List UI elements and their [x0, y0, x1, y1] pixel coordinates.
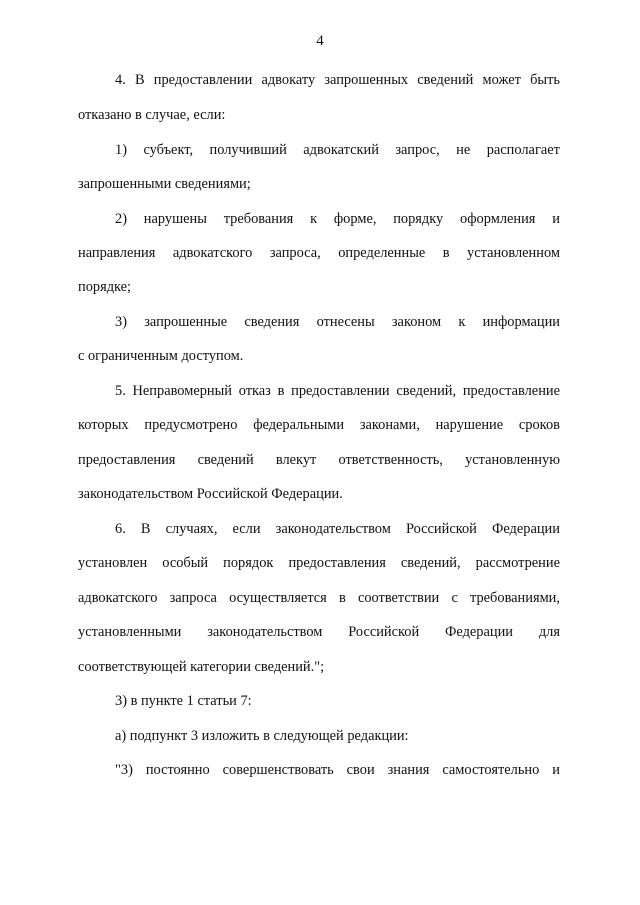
- word: "3): [115, 762, 133, 778]
- word: форме,: [333, 211, 377, 227]
- text-line: [115, 70, 560, 90]
- word: адвокатского: [78, 590, 158, 606]
- word: В: [140, 521, 151, 537]
- word: отнесены: [316, 314, 375, 330]
- text-line: [78, 588, 560, 608]
- word: Федерации: [491, 521, 560, 537]
- word: предоставлении: [153, 72, 253, 88]
- text-line: [78, 243, 560, 263]
- word: отказ: [238, 383, 271, 399]
- word: в: [338, 590, 346, 606]
- word: запроса: [169, 590, 217, 606]
- word: нарушены: [143, 211, 207, 227]
- word: законодательством: [207, 624, 323, 640]
- word: сведений,: [400, 555, 461, 571]
- text-line: [115, 140, 560, 160]
- word: требования: [223, 211, 294, 227]
- word: 2): [115, 211, 127, 227]
- word: сведений: [197, 452, 254, 468]
- text-line: законодательством Российской Федерации.: [78, 486, 343, 502]
- text-line: запрошенными сведениями;: [78, 176, 251, 192]
- word: особый: [162, 555, 209, 571]
- word: быть: [530, 72, 560, 88]
- word: запрошенные: [144, 314, 228, 330]
- word: знания: [387, 762, 430, 778]
- word: порядок: [223, 555, 274, 571]
- word: Федерации: [445, 624, 513, 640]
- word: оформления: [460, 211, 536, 227]
- word: федеральными: [253, 417, 345, 433]
- word: для: [538, 624, 560, 640]
- word: самостоятельно: [442, 762, 540, 778]
- word: влекут: [275, 452, 317, 468]
- word: адвокатский: [303, 142, 379, 158]
- text-line: [78, 415, 560, 435]
- word: требованиями,: [470, 590, 560, 606]
- word: предусмотрено: [144, 417, 238, 433]
- word: запроса,: [269, 245, 321, 261]
- word: направления: [78, 245, 156, 261]
- word: которых: [78, 417, 129, 433]
- word: в: [442, 245, 450, 261]
- word: 3): [115, 314, 127, 330]
- word: сведений: [417, 72, 474, 88]
- text-line: с ограниченным доступом.: [78, 348, 244, 364]
- word: сведений,: [396, 383, 457, 399]
- word: предоставление: [462, 383, 560, 399]
- word: запрошенных: [324, 72, 409, 88]
- word: предоставления: [288, 555, 386, 571]
- word: информации: [482, 314, 560, 330]
- word: порядку: [393, 211, 444, 227]
- word: 4.: [115, 72, 126, 88]
- word: к: [458, 314, 466, 330]
- word: и: [552, 211, 560, 227]
- word: 1): [115, 142, 127, 158]
- text-line: [115, 519, 560, 539]
- text-line: порядке;: [78, 279, 132, 295]
- word: 6.: [115, 521, 126, 537]
- word: и: [552, 762, 560, 778]
- word: 5.: [115, 383, 126, 399]
- word: нарушение: [435, 417, 504, 433]
- word: совершенствовать: [222, 762, 334, 778]
- word: может: [482, 72, 521, 88]
- word: определенные: [338, 245, 426, 261]
- word: адвокату: [261, 72, 316, 88]
- word: В: [134, 72, 145, 88]
- word: с: [451, 590, 458, 606]
- word: соответствии: [357, 590, 440, 606]
- text-line: [115, 760, 560, 780]
- word: случаях,: [165, 521, 218, 537]
- word: Российской: [405, 521, 477, 537]
- word: не: [456, 142, 471, 158]
- word: сроков: [518, 417, 560, 433]
- text-line: соответствующей категории сведений.";: [78, 659, 325, 675]
- word: субъект,: [143, 142, 194, 158]
- word: законами,: [359, 417, 420, 433]
- word: адвокатского: [172, 245, 253, 261]
- text-line: [78, 553, 560, 573]
- word: установленном: [467, 245, 560, 261]
- text-line: [78, 450, 560, 470]
- word: осуществляется: [229, 590, 327, 606]
- word: если: [232, 521, 261, 537]
- word: запрос,: [395, 142, 440, 158]
- word: законодательством: [275, 521, 391, 537]
- text-line: [78, 622, 560, 642]
- text-line: а) подпункт 3 изложить в следующей редакции:: [115, 728, 409, 744]
- word: к: [310, 211, 318, 227]
- word: ответственность,: [338, 452, 443, 468]
- word: располагает: [486, 142, 560, 158]
- text-line: [115, 209, 560, 229]
- page-number: 4: [316, 33, 324, 49]
- word: установлен: [78, 555, 148, 571]
- word: Неправомерный: [132, 383, 232, 399]
- text-line: [115, 381, 560, 401]
- word: законом: [391, 314, 442, 330]
- word: предоставлении: [291, 383, 390, 399]
- word: предоставления: [78, 452, 176, 468]
- word: свои: [346, 762, 375, 778]
- word: рассмотрение: [475, 555, 560, 571]
- word: постоянно: [145, 762, 210, 778]
- word: получивший: [209, 142, 287, 158]
- text-line: отказано в случае, если:: [78, 107, 226, 123]
- word: Российской: [348, 624, 420, 640]
- word: в: [277, 383, 285, 399]
- word: установленную: [465, 452, 560, 468]
- text-line: 3) в пункте 1 статьи 7:: [115, 693, 252, 709]
- word: сведения: [244, 314, 300, 330]
- word: установленными: [78, 624, 182, 640]
- text-line: [115, 312, 560, 332]
